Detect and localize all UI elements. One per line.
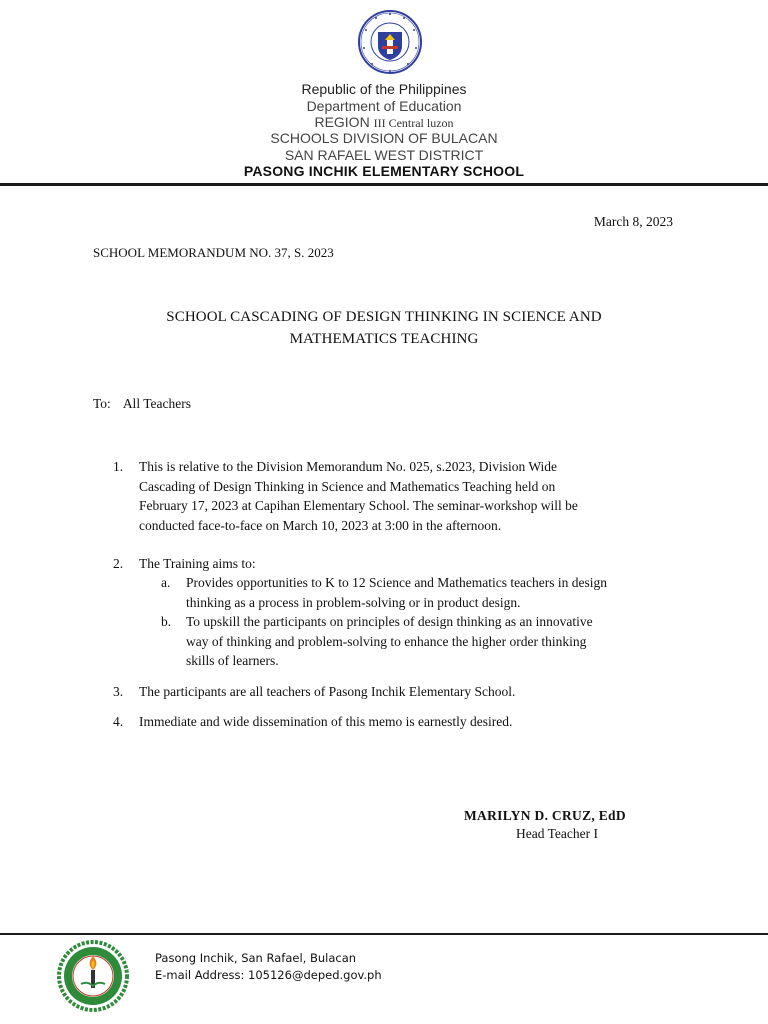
list-item: [139, 682, 679, 702]
sub-item-line: skills of learners.: [186, 653, 279, 668]
sub-item-line: thinking as a process in problem-solving or in product design.: [186, 594, 521, 610]
list-item-line: February 17, 2023 at Capihan Elementary School. The seminar-workshop will be: [139, 498, 578, 513]
list-item: [139, 457, 679, 535]
header-region-main: REGION: [314, 114, 374, 130]
signatory-title: Head Teacher I: [516, 826, 599, 841]
list-item-line: Cascading of Design Thinking in Science and Mathematics Teaching held on: [139, 478, 556, 494]
list-item: [139, 712, 679, 732]
list-item: [139, 554, 679, 574]
list-item-line: The participants are all teachers of Pasong Inchik Elementary School.: [139, 684, 516, 699]
recipient-value: All Teachers: [122, 396, 191, 411]
header-region: [0, 114, 768, 131]
memo-title-line: SCHOOL CASCADING OF DESIGN THINKING IN SCIENCE AND: [166, 309, 602, 325]
memo-recipient: [93, 396, 191, 412]
recipient-label: To:: [93, 396, 111, 411]
sub-item-line: To upskill the participants on principles of design thinking as an innovative: [186, 614, 593, 629]
header-division: SCHOOLS DIVISION OF BULACAN: [270, 130, 498, 146]
list-item-line: The Training aims to:: [139, 556, 256, 571]
header-country: Republic of the Philippines: [301, 81, 467, 97]
header-school-name: PASONG INCHIK ELEMENTARY SCHOOL: [243, 163, 525, 179]
memo-number: SCHOOL MEMORANDUM NO. 37, S. 2023: [93, 245, 334, 260]
memo-title-line: MATHEMATICS TEACHING: [289, 331, 479, 347]
sub-item-line: way of thinking and problem-solving to enhance the higher order thinking: [186, 633, 587, 649]
list-item-marker: 4.: [113, 714, 124, 729]
sub-item-marker: b.: [161, 614, 172, 629]
list-item-marker: 1.: [113, 459, 124, 474]
sub-item: [186, 612, 676, 671]
footer-address: Pasong Inchik, San Rafael, Bulacan: [155, 951, 357, 965]
sub-item-line: Provides opportunities to K to 12 Science and Mathematics teachers in design: [186, 575, 608, 590]
memo-date: March 8, 2023: [593, 214, 673, 229]
footer-email: E-mail Address: 105126@deped.gov.ph: [155, 968, 382, 982]
header-region-sub: III Central luzon: [373, 116, 454, 130]
list-item-marker: 3.: [113, 684, 124, 699]
list-item-line: conducted face-to-face on March 10, 2023 at 3:00 in the afternoon.: [139, 517, 502, 533]
deped-seal-icon: [358, 8, 422, 76]
header-department: Department of Education: [306, 98, 462, 114]
list-item-marker: 2.: [113, 556, 124, 571]
signatory-name: MARILYN D. CRUZ, EdD: [464, 808, 626, 823]
header-district: SAN RAFAEL WEST DISTRICT: [284, 147, 484, 163]
list-item-line: Immediate and wide dissemination of this memo is earnestly desired.: [139, 714, 513, 729]
memo-title: [90, 306, 678, 350]
sub-item-marker: a.: [161, 575, 171, 590]
list-item-line: This is relative to the Division Memorandum No. 025, s.2023, Division Wide: [139, 459, 558, 474]
school-logo-icon: [57, 940, 129, 1012]
header-divider: [0, 183, 768, 186]
footer-divider: [0, 933, 768, 935]
sub-item: [186, 573, 676, 612]
